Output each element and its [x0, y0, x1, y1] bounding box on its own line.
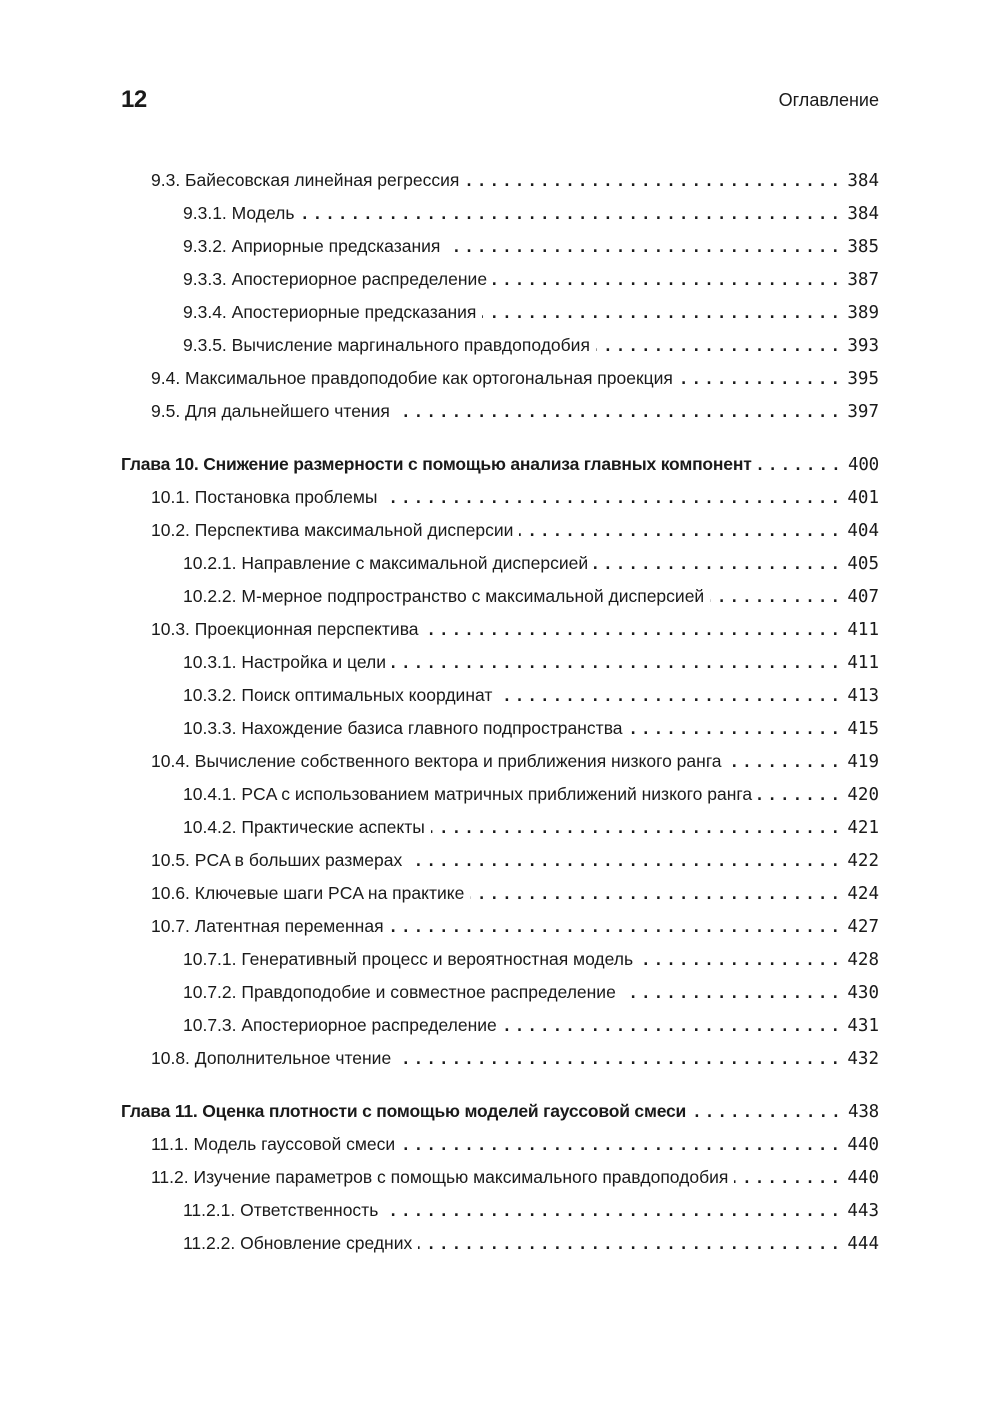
toc-entry[interactable]	[121, 164, 879, 197]
toc-entry-page: 431	[847, 1016, 879, 1036]
toc-entry-title: 10.1. Постановка проблемы	[151, 487, 378, 507]
toc-entry[interactable]	[121, 296, 879, 329]
toc-entry-page: 404	[847, 521, 879, 541]
toc-entry-page: 432	[847, 1049, 879, 1069]
running-head: Оглавление	[778, 90, 879, 110]
toc-entry-page: 393	[847, 336, 879, 356]
toc-entry[interactable]	[121, 712, 879, 745]
dot-leader	[728, 746, 844, 779]
toc-chapter-title: Глава 11. Оценка плотности с помощью моделей гауссовой смеси	[121, 1101, 687, 1121]
toc-entry-page: 440	[847, 1135, 879, 1155]
toc-entry[interactable]	[121, 976, 879, 1009]
toc-entry-title: 10.4.1. PCA с использованием матричных приближений низкого ранга	[183, 784, 753, 804]
dot-leader	[692, 1096, 844, 1129]
dot-leader	[758, 779, 843, 812]
toc-entry-page: 395	[847, 369, 879, 389]
toc-entry-title: 10.3.2. Поиск оптимальных координат	[183, 685, 493, 705]
toc-entry-title: 10.2. Перспектива максимальной дисперсии	[151, 520, 514, 540]
dot-leader	[629, 713, 844, 746]
toc-entry[interactable]	[121, 910, 879, 943]
toc-entry-page: 384	[847, 171, 879, 191]
toc-entry-title: 10.7.2. Правдоподобие и совместное распределение	[183, 982, 616, 1002]
toc-entry[interactable]	[121, 778, 879, 811]
toc-entry-title: 10.5. PCA в больших размерах	[151, 850, 403, 870]
toc-entry-page: 411	[847, 653, 879, 673]
toc-entry[interactable]	[121, 547, 879, 580]
toc-entry[interactable]	[121, 514, 879, 547]
toc-entry[interactable]	[121, 329, 879, 362]
toc-chapter-entry[interactable]	[121, 448, 879, 481]
toc-entry-title: 9.3.4. Апостериорные предсказания	[183, 302, 477, 322]
dot-leader	[679, 363, 844, 396]
toc-entry-title: 9.3.2. Априорные предсказания	[183, 236, 441, 256]
toc-entry-title: 11.2. Изучение параметров с помощью максимального правдоподобия	[151, 1167, 729, 1187]
toc-entry-page: 420	[847, 785, 879, 805]
dot-leader	[384, 1195, 843, 1228]
toc-entry[interactable]	[121, 362, 879, 395]
toc-entry-title: 9.3. Байесовская линейная регрессия	[151, 170, 460, 190]
toc-entry[interactable]	[121, 580, 879, 613]
dot-leader	[383, 482, 843, 515]
dot-leader	[482, 297, 843, 330]
dot-leader	[503, 1010, 844, 1043]
toc-entry-title: 11.1. Модель гауссовой смеси	[151, 1134, 396, 1154]
dot-leader	[397, 1043, 843, 1076]
toc-entry-page: 405	[847, 554, 879, 574]
toc-entry-page: 422	[847, 851, 879, 871]
dot-leader	[710, 581, 843, 614]
dot-leader	[465, 165, 843, 198]
toc-entry-title: 10.3. Проекционная перспектива	[151, 619, 419, 639]
table-of-contents	[121, 164, 879, 1260]
toc-entry-title: 10.2.1. Направление с максимальной дисперсией	[183, 553, 589, 573]
toc-entry[interactable]	[121, 1042, 879, 1075]
dot-leader	[390, 911, 844, 944]
toc-entry[interactable]	[121, 481, 879, 514]
toc-entry[interactable]	[121, 679, 879, 712]
dot-leader	[425, 614, 844, 647]
toc-chapter-title: Глава 10. Снижение размерности с помощью анализа главных компонент	[121, 454, 752, 474]
toc-entry-page: 419	[847, 752, 879, 772]
toc-entry-title: 11.2.1. Ответственность	[183, 1200, 379, 1220]
dot-leader	[401, 1129, 843, 1162]
toc-entry-title: 9.4. Максимальное правдоподобие как ортогональная проекция	[151, 368, 673, 388]
dot-leader	[300, 198, 843, 231]
toc-entry-page: 384	[847, 204, 879, 224]
toc-entry-page: 400	[847, 455, 879, 475]
dot-leader	[596, 330, 843, 363]
toc-entry-page: 440	[847, 1168, 879, 1188]
dot-leader	[446, 231, 843, 264]
dot-leader	[498, 680, 843, 713]
dot-leader	[418, 1228, 843, 1261]
toc-entry-page: 385	[847, 237, 879, 257]
toc-entry[interactable]	[121, 646, 879, 679]
dot-leader	[392, 647, 843, 680]
dot-leader	[493, 264, 843, 297]
toc-entry-title: 9.3.1. Модель	[183, 203, 295, 223]
toc-entry-title: 11.2.2. Обновление средних	[183, 1233, 413, 1253]
toc-entry[interactable]	[121, 197, 879, 230]
toc-entry[interactable]	[121, 1009, 879, 1042]
toc-entry-title: 10.6. Ключевые шаги PCA на практике	[151, 883, 465, 903]
toc-entry[interactable]	[121, 263, 879, 296]
toc-entry-title: 10.7.3. Апостериорное распределение	[183, 1015, 497, 1035]
dot-leader	[639, 944, 843, 977]
dot-leader	[408, 845, 843, 878]
dot-leader	[594, 548, 843, 581]
toc-entry-title: 9.3.5. Вычисление маргинального правдоподобия	[183, 335, 590, 355]
toc-entry-page: 438	[847, 1102, 879, 1122]
toc-entry-title: 10.4. Вычисление собственного вектора и приближения низкого ранга	[151, 751, 722, 771]
toc-entry-page: 443	[847, 1201, 879, 1221]
toc-entry[interactable]	[121, 1227, 879, 1260]
toc-entry-page: 415	[847, 719, 879, 739]
toc-entry-title: 10.2.2. M-мерное подпространство с максимальной дисперсией	[183, 586, 705, 606]
dot-leader	[622, 977, 844, 1010]
toc-entry-page: 427	[847, 917, 879, 937]
toc-entry-title: 10.4.2. Практические аспекты	[183, 817, 425, 837]
toc-entry-title: 10.3.1. Настройка и цели	[183, 652, 386, 672]
toc-entry-title: 10.7.1. Генеративный процесс и вероятностная модель	[183, 949, 634, 969]
toc-entry-page: 401	[847, 488, 879, 508]
dot-leader	[396, 396, 844, 429]
page-number: 12	[121, 86, 147, 113]
toc-entry-page: 413	[847, 686, 879, 706]
toc-entry[interactable]	[121, 844, 879, 877]
toc-chapter-entry[interactable]	[121, 1095, 879, 1128]
toc-entry-title: 10.8. Дополнительное чтение	[151, 1048, 392, 1068]
dot-leader	[431, 812, 844, 845]
dot-leader	[519, 515, 843, 548]
toc-entry-title: 9.5. Для дальнейшего чтения	[151, 401, 390, 421]
toc-entry-page: 444	[847, 1234, 879, 1254]
dot-leader	[734, 1162, 843, 1195]
toc-entry-page: 389	[847, 303, 879, 323]
toc-entry-page: 424	[847, 884, 879, 904]
toc-entry[interactable]	[121, 1194, 879, 1227]
toc-entry[interactable]	[121, 395, 879, 428]
toc-entry-page: 411	[847, 620, 879, 640]
toc-entry[interactable]	[121, 811, 879, 844]
toc-entry[interactable]	[121, 1161, 879, 1194]
toc-entry[interactable]	[121, 230, 879, 263]
toc-entry-page: 421	[847, 818, 879, 838]
toc-entry[interactable]	[121, 877, 879, 910]
toc-entry-page: 428	[847, 950, 879, 970]
toc-entry-page: 407	[847, 587, 879, 607]
dot-leader	[758, 449, 844, 482]
toc-entry[interactable]	[121, 943, 879, 976]
toc-entry[interactable]	[121, 1128, 879, 1161]
toc-entry[interactable]	[121, 745, 879, 778]
toc-entry-title: 10.3.3. Нахождение базиса главного подпространства	[183, 718, 623, 738]
toc-entry-page: 387	[847, 270, 879, 290]
dot-leader	[470, 878, 843, 911]
toc-entry-title: 10.7. Латентная переменная	[151, 916, 384, 936]
toc-entry[interactable]	[121, 613, 879, 646]
toc-entry-page: 397	[847, 402, 879, 422]
toc-entry-title: 9.3.3. Апостериорное распределение	[183, 269, 488, 289]
toc-entry-page: 430	[847, 983, 879, 1003]
